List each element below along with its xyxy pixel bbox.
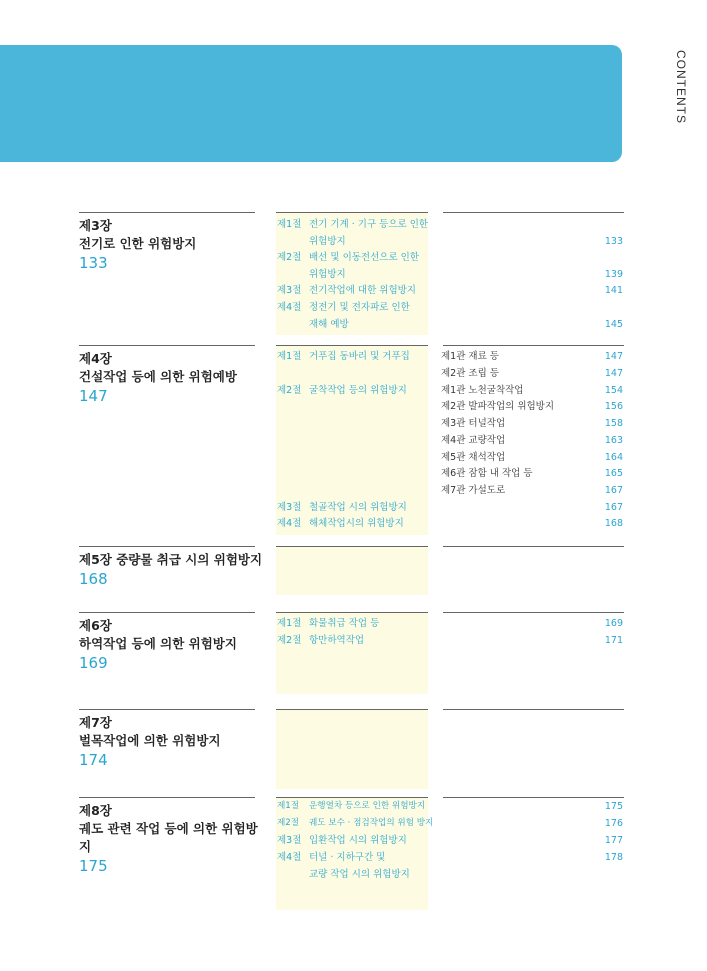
section-entry[interactable]: [277, 849, 385, 866]
page-number: 145: [604, 319, 623, 330]
section-number: 제2절: [277, 818, 300, 828]
section-entry[interactable]: [277, 499, 407, 516]
subsection-label[interactable]: 제4관 교량작업: [441, 435, 506, 446]
chapter-number: 제4장: [79, 351, 112, 366]
subsection-label[interactable]: 제7관 가설도로: [441, 485, 506, 496]
section-title: 입환작업 시의 위험방지: [309, 835, 407, 846]
divider: [79, 212, 255, 213]
section-entry[interactable]: [277, 615, 379, 632]
section-number: 제4절: [277, 852, 302, 863]
page-number: 154: [604, 385, 623, 396]
section-title: 전기 기계 · 기구 등으로 인한: [309, 219, 429, 230]
section-title: 해체작업시의 위험방지: [309, 518, 404, 529]
divider: [276, 546, 428, 547]
divider: [79, 797, 255, 798]
section-number: 제2절: [277, 635, 302, 646]
chapter-4[interactable]: [79, 350, 269, 406]
page-number: 147: [604, 351, 623, 362]
section-title: 전기작업에 대한 위험방지: [309, 285, 416, 296]
chapter-6[interactable]: [79, 617, 269, 673]
section-entry[interactable]: [277, 348, 410, 365]
divider: [443, 345, 624, 346]
section-title: 화물취급 작업 등: [309, 618, 380, 629]
page-number: 156: [604, 401, 623, 412]
section-title: 항만하역작업: [309, 635, 365, 646]
section-entry[interactable]: [277, 815, 433, 832]
chapter-title: 벌목작업에 의한 위험방지: [79, 733, 221, 748]
chapter-number: 제6장: [79, 618, 112, 633]
section-number: 제1절: [277, 351, 302, 362]
contents-side-label: CONTENTS: [674, 50, 688, 124]
divider: [79, 546, 255, 547]
page-number: 165: [604, 468, 623, 479]
page-number: 163: [604, 435, 623, 446]
section-entry[interactable]: [277, 382, 407, 399]
section-number: 제1절: [277, 219, 302, 230]
section-number: 제4절: [277, 518, 302, 529]
page-number: 168: [604, 518, 623, 529]
subsection-label[interactable]: 제5관 채석작업: [441, 452, 506, 463]
section-entry[interactable]: [277, 515, 404, 532]
section-entry[interactable]: [277, 832, 407, 849]
section-entry[interactable]: [277, 249, 419, 266]
chapter-title: 궤도 관련 작업 등에 의한 위험방지: [79, 821, 258, 854]
section-number: 제1절: [277, 801, 300, 811]
section-number: 제1절: [277, 618, 302, 629]
section-entry[interactable]: [277, 632, 364, 649]
section-title-cont: 위험방지: [309, 269, 346, 280]
chapter-title: 제5장 중량물 취급 시의 위험방지: [79, 552, 263, 567]
page-number: 133: [604, 236, 623, 247]
header-banner: [0, 45, 622, 162]
divider: [443, 212, 624, 213]
divider: [79, 612, 255, 613]
chapter-title: 건설작업 등에 의한 위험예방: [79, 369, 237, 384]
page-number: 167: [604, 502, 623, 513]
section-title: 굴착작업 등의 위험방지: [309, 385, 407, 396]
divider: [276, 709, 428, 710]
divider: [443, 709, 624, 710]
divider: [79, 345, 255, 346]
chapter-page: 133: [79, 254, 108, 272]
section-title: 철골작업 시의 위험방지: [309, 502, 407, 513]
section-entry[interactable]: [277, 216, 428, 233]
section-highlight-ch7: [276, 709, 428, 789]
section-number: 제2절: [277, 252, 302, 263]
chapter-3[interactable]: [79, 217, 269, 273]
chapter-page: 174: [79, 751, 108, 769]
section-title: 정전기 및 전자파로 인한: [309, 302, 410, 313]
chapter-8[interactable]: [79, 802, 269, 876]
chapter-page: 169: [79, 654, 108, 672]
section-entry[interactable]: [277, 798, 425, 815]
subsection-label[interactable]: 제3관 터널작업: [441, 418, 506, 429]
section-number: 제3절: [277, 502, 302, 513]
chapter-page: 147: [79, 387, 108, 405]
page-number: 171: [604, 635, 623, 646]
section-title-cont: 위험방지: [309, 236, 346, 247]
page-number: 141: [604, 285, 623, 296]
section-number: 제3절: [277, 285, 302, 296]
section-title-cont: 교량 작업 시의 위험방지: [309, 869, 410, 880]
subsection-label[interactable]: 제1관 재료 등: [441, 351, 499, 362]
page-number: 178: [604, 852, 623, 863]
chapter-7[interactable]: [79, 714, 269, 770]
chapter-number: 제7장: [79, 715, 112, 730]
section-title: 배선 및 이동전선으로 인한: [309, 252, 420, 263]
section-title-cont: 재해 예방: [309, 319, 349, 330]
section-title: 거푸집 동바리 및 거푸집: [309, 351, 410, 362]
section-title: 궤도 보수 · 점검작업의 위험 방지: [309, 818, 434, 828]
chapter-5[interactable]: [79, 551, 269, 589]
divider: [79, 709, 255, 710]
section-entry[interactable]: [277, 299, 410, 316]
section-title: 터널 · 지하구간 및: [309, 852, 386, 863]
subsection-label[interactable]: 제2관 발파작업의 위험방지: [441, 401, 555, 412]
page-number: 139: [604, 269, 623, 280]
page-number: 176: [604, 818, 623, 829]
divider: [443, 612, 624, 613]
section-highlight-ch5: [276, 546, 428, 595]
section-entry[interactable]: [277, 282, 416, 299]
subsection-label[interactable]: 제6관 잠함 내 작업 등: [441, 468, 533, 479]
page-number: 177: [604, 835, 623, 846]
section-number: 제3절: [277, 835, 302, 846]
chapter-title: 하역작업 등에 의한 위험방지: [79, 636, 237, 651]
page-number: 147: [604, 368, 623, 379]
page-number: 164: [604, 452, 623, 463]
divider: [276, 612, 428, 613]
section-title: 운행열차 등으로 인한 위험방지: [309, 801, 426, 811]
subsection-label[interactable]: 제2관 조립 등: [441, 368, 499, 379]
chapter-page: 168: [79, 570, 108, 588]
subsection-label[interactable]: 제1관 노천굴착작업: [441, 385, 524, 396]
section-number: 제2절: [277, 385, 302, 396]
page-number: 158: [604, 418, 623, 429]
chapter-number: 제8장: [79, 803, 112, 818]
page-number: 169: [604, 618, 623, 629]
divider: [276, 212, 428, 213]
divider: [443, 546, 624, 547]
page-number: 167: [604, 485, 623, 496]
chapter-title: 전기로 인한 위험방지: [79, 236, 197, 251]
divider: [276, 345, 428, 346]
section-number: 제4절: [277, 302, 302, 313]
chapter-number: 제3장: [79, 218, 112, 233]
page-number: 175: [604, 801, 623, 812]
chapter-page: 175: [79, 857, 108, 875]
